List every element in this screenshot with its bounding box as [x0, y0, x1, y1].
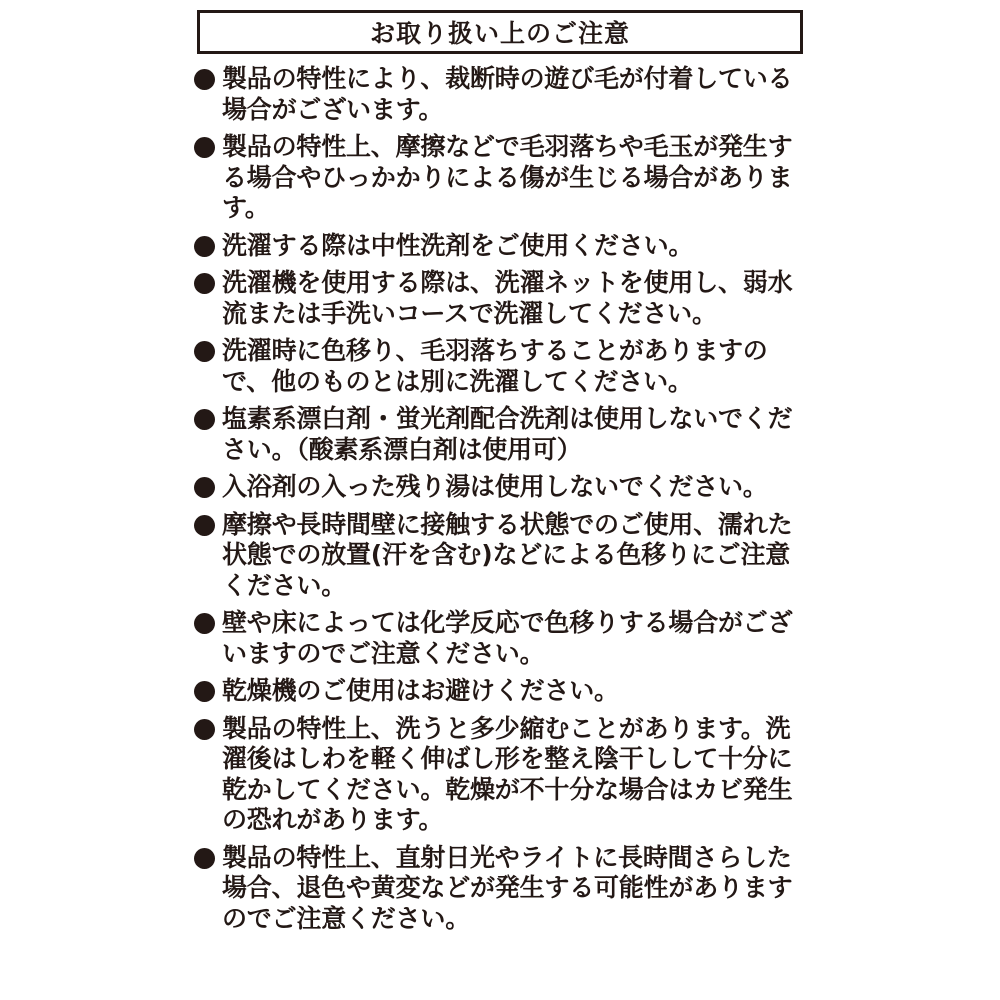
- bullet-icon: [194, 69, 215, 90]
- note-item: [194, 608, 810, 669]
- note-item: [194, 714, 810, 836]
- bullet-icon: [194, 848, 215, 869]
- note-item: [194, 510, 810, 602]
- note-text: 乾燥機のご使用はお避けください。: [222, 676, 619, 705]
- notes-list: [0, 64, 810, 934]
- note-item: [194, 676, 810, 707]
- note-item: [194, 268, 810, 329]
- note-item: [194, 843, 810, 935]
- bullet-icon: [194, 409, 215, 430]
- note-text: 洗濯機を使用する際は、洗濯ネットを使用し、弱水流または手洗いコースで洗濯してください。: [222, 268, 793, 328]
- bullet-icon: [194, 681, 215, 702]
- note-text: 製品の特性上、洗うと多少縮むことがあります。洗濯後はしわを軽く伸ばし形を整え陰干しして十分に乾かしてください。乾燥が不十分な場合はカビ発生の恐れがあります。: [222, 713, 793, 834]
- note-text: 入浴剤の入った残り湯は使用しないでください。: [222, 472, 768, 501]
- note-text: 壁や床によっては化学反応で色移りする場合がございますのでご注意ください。: [222, 608, 793, 668]
- note-text: 洗濯時に色移り、毛羽落ちすることがありますので、他のものとは別に洗濯してください。: [222, 336, 768, 396]
- bullet-icon: [194, 273, 215, 294]
- note-item: [194, 404, 810, 465]
- bullet-icon: [194, 719, 215, 740]
- note-text: 製品の特性により、裁断時の遊び毛が付着している場合がございます。: [222, 64, 793, 124]
- page-title: お取り扱い上のご注意: [197, 10, 803, 54]
- bullet-icon: [194, 613, 215, 634]
- note-item: [194, 231, 810, 262]
- note-item: [194, 64, 810, 125]
- note-text: 製品の特性上、直射日光やライトに長時間さらした場合、退色や黄変などが発生する可能性がありますのでご注意ください。: [222, 842, 793, 933]
- note-item: [194, 472, 810, 503]
- note-item: [194, 132, 810, 224]
- note-item: [194, 336, 810, 397]
- bullet-icon: [194, 236, 215, 257]
- note-text: 塩素系漂白剤・蛍光剤配合洗剤は使用しないでください。（酸素系漂白剤は使用可）: [222, 404, 793, 464]
- note-text: 洗濯する際は中性洗剤をご使用ください。: [222, 230, 694, 260]
- note-text: 摩擦や長時間壁に接触する状態でのご使用、濡れた状態での放置(汗を含む)などによる色移りにご注意ください。: [222, 509, 793, 600]
- bullet-icon: [194, 137, 215, 158]
- bullet-icon: [194, 515, 215, 536]
- note-text: 製品の特性上、摩擦などで毛羽落ちや毛玉が発生する場合やひっかかりによる傷が生じる場合があります。: [222, 132, 793, 222]
- bullet-icon: [194, 477, 215, 498]
- bullet-icon: [194, 341, 215, 362]
